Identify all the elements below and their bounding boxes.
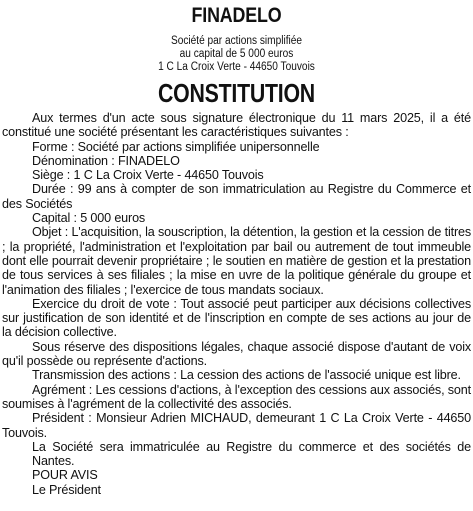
paragraph-transmission: Transmission des actions : La cession des actions de l'associé unique est libre. xyxy=(32,368,461,383)
paragraph-agrement: Agrément : Les cessions d'actions, à l'exception des cessions aux associés, sont soumises à l'agrément de la collectivité des associés. xyxy=(2,382,471,411)
paragraph-siege: Siège : 1 C La Croix Verte - 44650 Touvois xyxy=(32,168,264,183)
paragraph-reserve: Sous réserve des dispositions légales, chaque associé dispose d'autant de voix qu'il possède ou représente d'actions. xyxy=(2,339,471,369)
paragraph-objet: Objet : L'acquisition, la souscription, la détention, la gestion et la cession de titres ; la propriété, l'administration et l'exploitation par bail ou autrement de tout immeuble dont elle pourrait devenir propriétaire ; le soutien en matière de gestion et la prestation de tous services à ses filiales ; la mise en uvre de la politique générale du groupe et l'animation des filiales ; l'exercice de tous mandats sociaux. xyxy=(2,225,471,297)
paragraph-president: Président : Monsieur Adrien MICHAUD, demeurant 1 C La Croix Verte - 44650 Touvois. xyxy=(2,411,471,440)
paragraph-duree: Durée : 99 ans à compter de son immatriculation au Registre du Commerce et des Sociétés xyxy=(2,182,471,211)
company-legal-form: Société par actions simplifiée xyxy=(170,35,303,47)
company-name: FINADELO xyxy=(191,4,282,27)
paragraph-intro: Aux termes d'un acte sous signature électronique du 11 mars 2025, il a été constitué une société présentant les caractéristiques suivantes : xyxy=(2,111,471,140)
paragraph-denomination: Dénomination : FINADELO xyxy=(32,153,180,168)
paragraph-vote: Exercice du droit de vote : Tout associé peut participer aux décisions collectives sur justification de son identité et de l'inscription en compte de ses actions au jour de la décision collective. xyxy=(2,296,471,340)
paragraph-forme: Forme : Société par actions simplifiée unipersonnelle xyxy=(32,139,320,154)
company-capital: au capital de 5 000 euros xyxy=(179,48,294,60)
paragraph-capital: Capital : 5 000 euros xyxy=(32,211,146,226)
notice-body xyxy=(2,111,471,497)
signature: Le Président xyxy=(32,482,101,497)
pour-avis: POUR AVIS xyxy=(32,468,98,483)
paragraph-immatriculation: La Société sera immatriculée au Registre du commerce et des sociétés de Nantes. xyxy=(32,439,471,469)
notice-heading: CONSTITUTION xyxy=(158,78,315,108)
company-meta xyxy=(30,35,443,74)
company-address: 1 C La Croix Verte - 44650 Touvois xyxy=(158,61,315,73)
